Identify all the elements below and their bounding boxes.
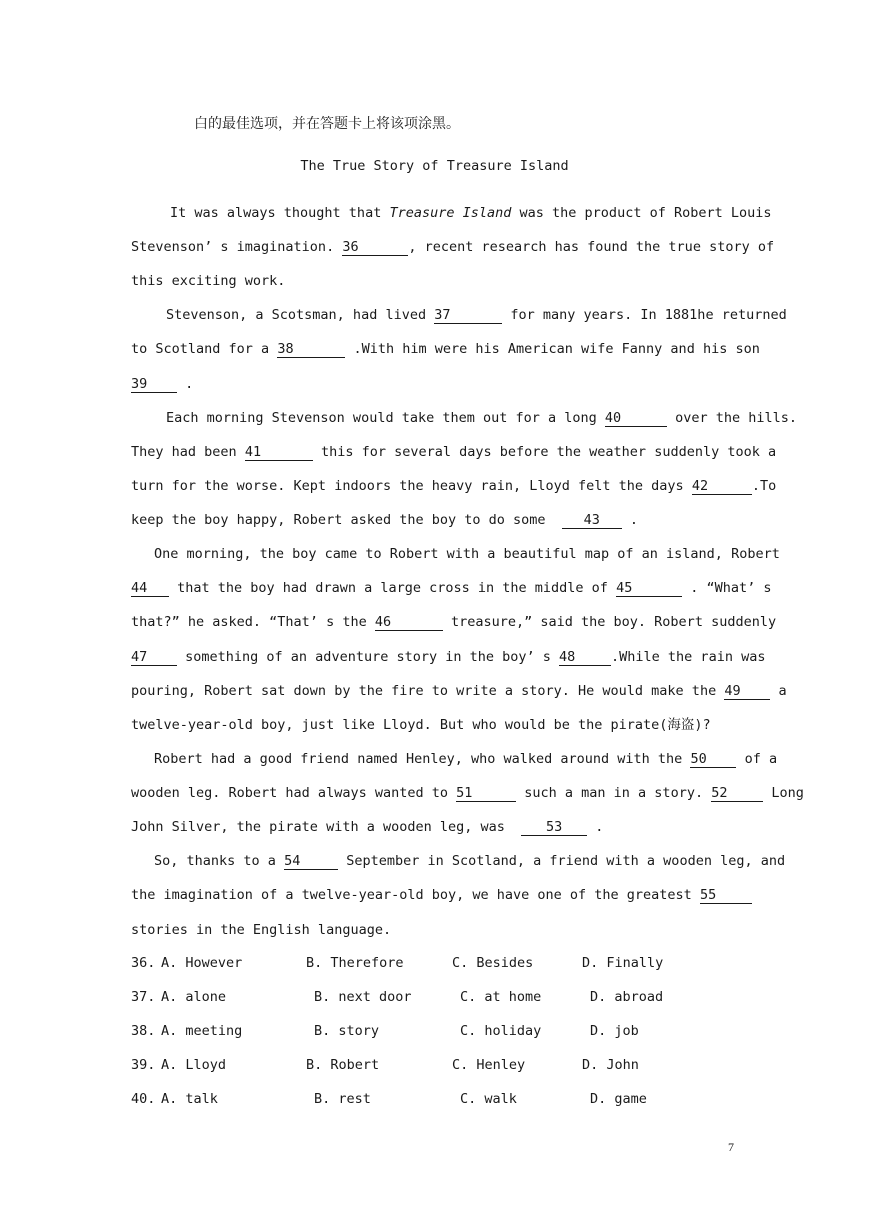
text: .While the rain was (611, 649, 766, 665)
blank-39: 39 (131, 376, 177, 393)
text: such a man in a story. (524, 785, 704, 801)
passage-line (131, 443, 777, 461)
text: It was always thought that (170, 205, 382, 221)
text: pouring, Robert sat down by the fire to write a story. He would make the (131, 683, 717, 699)
text: Long (771, 785, 804, 801)
text: treasure,” said the boy. Robert suddenly (450, 614, 777, 630)
passage-line: stories in the English language. (131, 922, 392, 938)
text: They had been (131, 444, 237, 460)
blank-53: 53 (521, 819, 587, 836)
blank-40: 40 (605, 410, 667, 427)
option-a[interactable]: A. talk (161, 1091, 218, 1107)
blank-51: 51 (456, 785, 516, 802)
blank-46: 46 (375, 614, 443, 631)
option-c[interactable]: C. holiday (460, 1023, 542, 1039)
blank-54: 54 (284, 853, 338, 870)
blank-42: 42 (692, 478, 752, 495)
option-a[interactable]: A. alone (161, 989, 227, 1005)
text: the imagination of a twelve-year-old boy, we have one of the greatest (131, 887, 692, 903)
blank-36: 36 (342, 239, 408, 256)
option-c[interactable]: C. Besides (452, 955, 534, 971)
text: Each morning Stevenson would take them out for a long (166, 410, 597, 426)
text: a (778, 683, 787, 699)
passage-line (131, 579, 772, 597)
blank-49: 49 (724, 683, 770, 700)
blank-45: 45 (616, 580, 682, 597)
book-title: Treasure Island (389, 205, 512, 221)
text: .To (751, 478, 777, 494)
option-b[interactable]: B. Robert (306, 1057, 380, 1073)
passage-line (131, 375, 737, 393)
passage-line (166, 409, 797, 427)
text: . (629, 512, 639, 528)
text: John Silver, the pirate with a wooden leg, was (131, 819, 505, 835)
option-c[interactable]: C. Henley (452, 1057, 526, 1073)
option-c[interactable]: C. walk (460, 1091, 517, 1107)
passage-line: this exciting work. (131, 273, 286, 289)
text: So, thanks to a (154, 853, 276, 869)
option-d[interactable]: D. job (590, 1023, 639, 1039)
question-number: 38. (131, 1023, 156, 1039)
blank-48: 48 (559, 649, 611, 666)
option-b[interactable]: B. story (314, 1023, 380, 1039)
blank-41: 41 (245, 444, 313, 461)
text: this for several days before the weather suddenly took a (320, 444, 777, 460)
passage-line (131, 886, 737, 904)
option-d[interactable]: D. game (590, 1091, 647, 1107)
text: wooden leg. Robert had always wanted to (131, 785, 448, 801)
blank-38: 38 (277, 341, 345, 358)
text: of a (744, 751, 778, 767)
text: for many years. In 1881he returned (510, 307, 787, 323)
text: .With him were his American wife Fanny and his son (353, 341, 760, 357)
blank-50: 50 (690, 751, 736, 768)
passage-line (131, 818, 737, 836)
question-number: 39. (131, 1057, 156, 1073)
question-number: 37. (131, 989, 156, 1005)
option-b[interactable]: B. rest (314, 1091, 371, 1107)
option-c[interactable]: C. at home (460, 989, 542, 1005)
text: that the boy had drawn a large cross in the middle of (177, 580, 608, 596)
option-d[interactable]: D. Finally (582, 955, 664, 971)
blank-37: 37 (434, 307, 502, 324)
option-d[interactable]: D. abroad (590, 989, 664, 1005)
option-d[interactable]: D. John (582, 1057, 639, 1073)
text: Robert had a good friend named Henley, who walked around with the (154, 751, 683, 767)
blank-44: 44 (131, 580, 169, 597)
passage-line (131, 477, 777, 495)
option-b[interactable]: B. Therefore (306, 955, 404, 971)
passage-line (131, 682, 787, 700)
passage-line (131, 648, 766, 666)
text: to Scotland for a (131, 341, 270, 357)
text: Stevenson, a Scotsman, had lived (166, 307, 427, 323)
passage-line (131, 511, 737, 529)
text: was the product of Robert Louis (519, 205, 772, 221)
text: . “What’ s (690, 580, 772, 596)
text: . (595, 819, 604, 835)
page-number: 7 (728, 1140, 734, 1154)
passage-title: The True Story of Treasure Island (300, 158, 569, 174)
passage-line: One morning, the boy came to Robert with a beautiful map of an island, Robert (154, 546, 780, 562)
blank-47: 47 (131, 649, 177, 666)
passage-line (154, 852, 786, 870)
text: . (185, 376, 194, 392)
option-a[interactable]: A. However (161, 955, 243, 971)
option-b[interactable]: B. next door (314, 989, 412, 1005)
option-a[interactable]: A. meeting (161, 1023, 243, 1039)
text: something of an adventure story in the boy’ s (185, 649, 551, 665)
instruction-text: 白的最佳选项，并在答题卡上将该项涂黑。 (194, 116, 460, 132)
blank-55: 55 (700, 887, 752, 904)
passage-line (166, 306, 787, 324)
passage-line: twelve-year-old boy, just like Lloyd. But who would be the pirate(海盗)? (131, 717, 711, 733)
passage-line (131, 340, 760, 358)
question-number: 36. (131, 955, 156, 971)
text: Stevenson’ s imagination. (131, 239, 335, 255)
blank-52: 52 (711, 785, 763, 802)
text: , recent research has found the true story of (408, 239, 775, 255)
passage-line (131, 238, 775, 256)
text: turn for the worse. Kept indoors the heavy rain, Lloyd felt the days (131, 478, 684, 494)
text: September in Scotland, a friend with a wooden leg, and (346, 853, 786, 869)
passage-line (154, 750, 778, 768)
passage-line (131, 784, 804, 802)
blank-43: 43 (562, 512, 622, 529)
text: that?” he asked. “That’ s the (131, 614, 367, 630)
option-a[interactable]: A. Lloyd (161, 1057, 227, 1073)
passage-line (131, 613, 777, 631)
text: keep the boy happy, Robert asked the boy to do some (131, 512, 546, 528)
passage-line (170, 204, 772, 222)
text: over the hills. (675, 410, 797, 426)
question-number: 40. (131, 1091, 156, 1107)
